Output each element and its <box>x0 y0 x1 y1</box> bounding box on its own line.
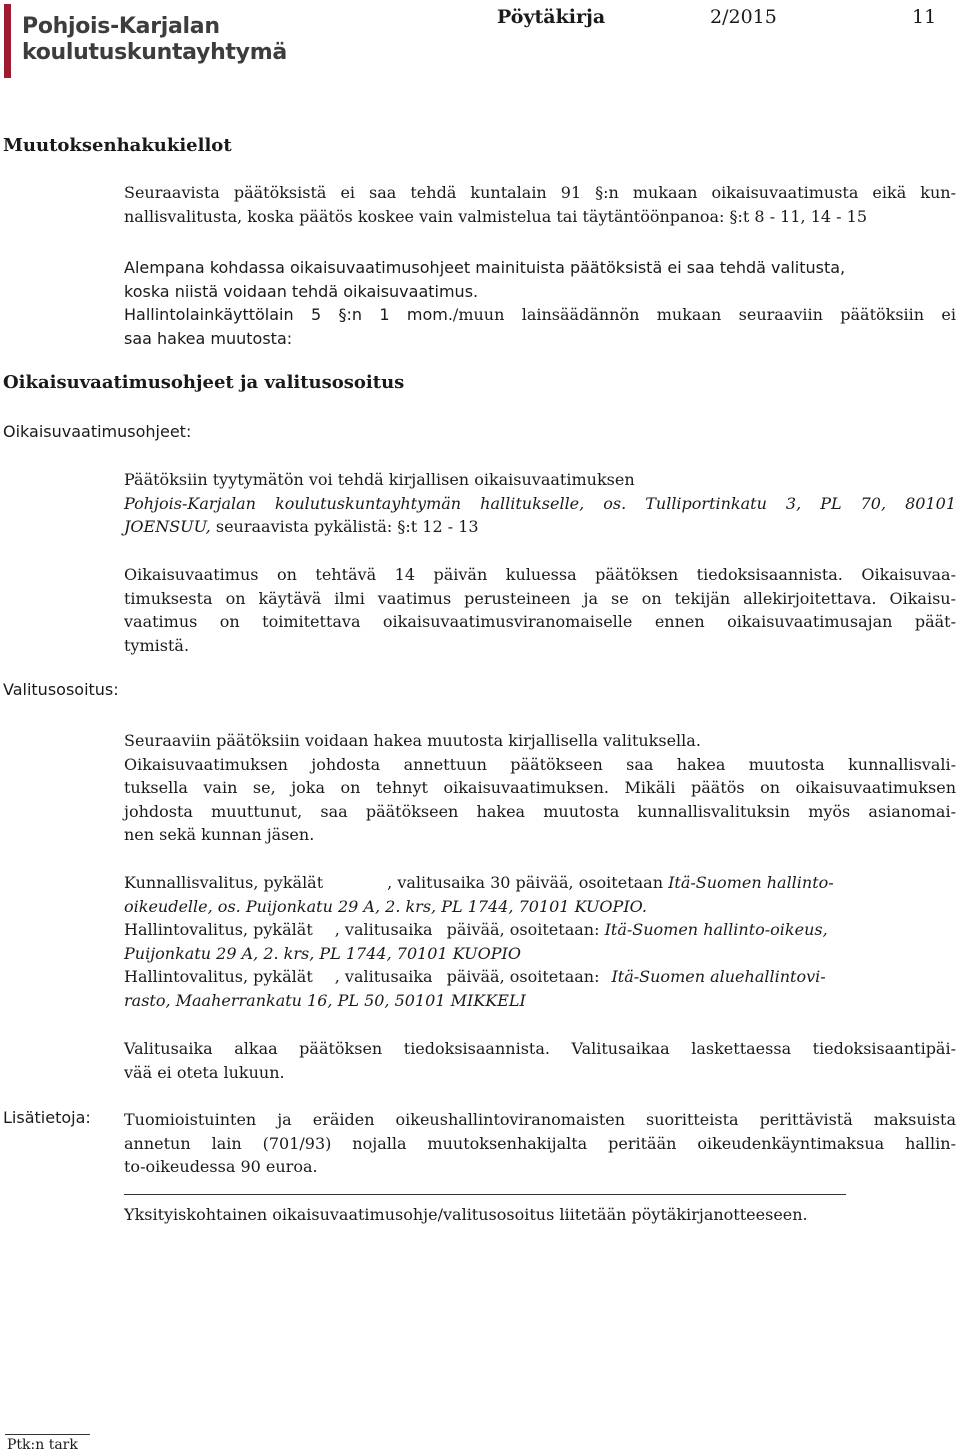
logo-line1: Pohjois-Karjalan <box>22 14 220 39</box>
logo-line2: koulutuskuntayhtymä <box>22 40 287 65</box>
paragraph-oikaisu-2: Oikaisuvaatimus on tehtävä 14 päivän kuluessa päätöksen tiedoksisaannista. Oikaisuvaa- timuksesta on käytävä ilmi vaatimus perusteineen ja se on tekijän allekirjoitettava. Oikaisu- vaatimus on toimitettava oikaisuvaatimusviranomaiselle ennen oikaisuvaatimusajan päät- tymistä. <box>124 565 956 655</box>
attachment-note: Yksityiskohtainen oikaisuvaatimusohje/valitusosoitus liitetään pöytäkirjanotteeseen. <box>124 1205 808 1224</box>
footer-label: Ptk:n tark <box>7 1437 78 1453</box>
paragraph-kiellot-1: Seuraavista päätöksistä ei saa tehdä kuntalain 91 §:n mukaan oikaisuvaatimusta eikä kun- nallisvalitusta, koska päätös koskee vain valmistelua tai täytäntöönpanoa: §:t 8 - 11, 14 - 15 <box>124 183 956 226</box>
paragraph-valitus-3: Valitusaika alkaa päätöksen tiedoksisaannista. Valitusaikaa laskettaessa tiedoksisaantipäi- vää ei oteta lukuun. <box>124 1039 956 1082</box>
paragraph-valitus-2: Kunnallisvalitus, pykälät , valitusaika 30 päivää, osoitetaan Itä-Suomen hallinto- oikeudelle, os. Puijonkatu 29 A, 2. krs, PL 1744, 70101 KUOPIO. Hallintovalitus, pykälät , valitusaika päivää, osoitetaan: Itä-Suomen hallinto-oikeus, Puijonkatu 29 A, 2. krs, PL 1744, 70101 KUOPIO Hallintovalitus, pykälät , valitusaika päivää, osoitetaan: Itä-Suomen aluehallintovi- rasto, Maaherrankatu 16, PL 50, 50101 MIKKELI <box>124 873 834 1010</box>
document-type: Pöytäkirja <box>497 6 606 28</box>
paragraph-lisatietoja: Tuomioistuinten ja eräiden oikeushallintoviranomaisten suoritteista perittävistä maksuista annetun lain (701/93) nojalla muutoksenhakijalta peritään oikeudenkäyntimaksua hallin- to-oikeudessa 90 euroa. <box>124 1110 956 1176</box>
paragraph-kiellot-2: Alempana kohdassa oikaisuvaatimusohjeet mainituista päätöksistä ei saa tehdä valitusta, koska niistä voidaan tehdä oikaisuvaatimus. Hallintolainkäyttölain 5 §:n 1 mom./muun lainsäädännön mukaan seuraaviin päätöksiin ei saa hakea muutosta: <box>124 258 957 348</box>
paragraph-oikaisu-1: Päätöksiin tyytymätön voi tehdä kirjallisen oikaisuvaatimuksen Pohjois-Karjalan koulutuskuntayhtymän hallitukselle, os. Tulliportinkatu 3, PL 70, 80101 JOENSUU, seuraavista pykälistä: §:t 12 - 13 <box>124 470 956 536</box>
label-lisatietoja: Lisätietoja: <box>3 1108 91 1127</box>
separator-rule <box>124 1194 846 1195</box>
label-oikaisuvaatimusohjeet: Oikaisuvaatimusohjeet: <box>3 422 192 441</box>
paragraph-valitus-1: Seuraaviin päätöksiin voidaan hakea muutosta kirjallisella valituksella. Oikaisuvaatimuksen johdosta annettuun päätökseen saa hakea muutosta kunnallisvali- tuksella vain se, joka on tehnyt oikaisuvaatimuksen. Mikäli päätös on oikaisuvaatimuksen johdosta muuttunut, saa päätökseen hakea muutosta kunnallisvalituksin myös asianomai- nen sekä kunnan jäsen. <box>124 731 956 844</box>
document-number: 2/2015 <box>710 6 777 28</box>
section-title-muutoksenhakukiellot: Muutoksenhakukiellot <box>3 135 232 156</box>
logo-bar <box>4 4 11 78</box>
label-valitusosoitus: Valitusosoitus: <box>3 680 119 699</box>
page-number: 11 <box>912 6 937 28</box>
footer-signature-line <box>5 1434 90 1435</box>
section-title-ohjeet: Oikaisuvaatimusohjeet ja valitusosoitus <box>3 372 405 393</box>
